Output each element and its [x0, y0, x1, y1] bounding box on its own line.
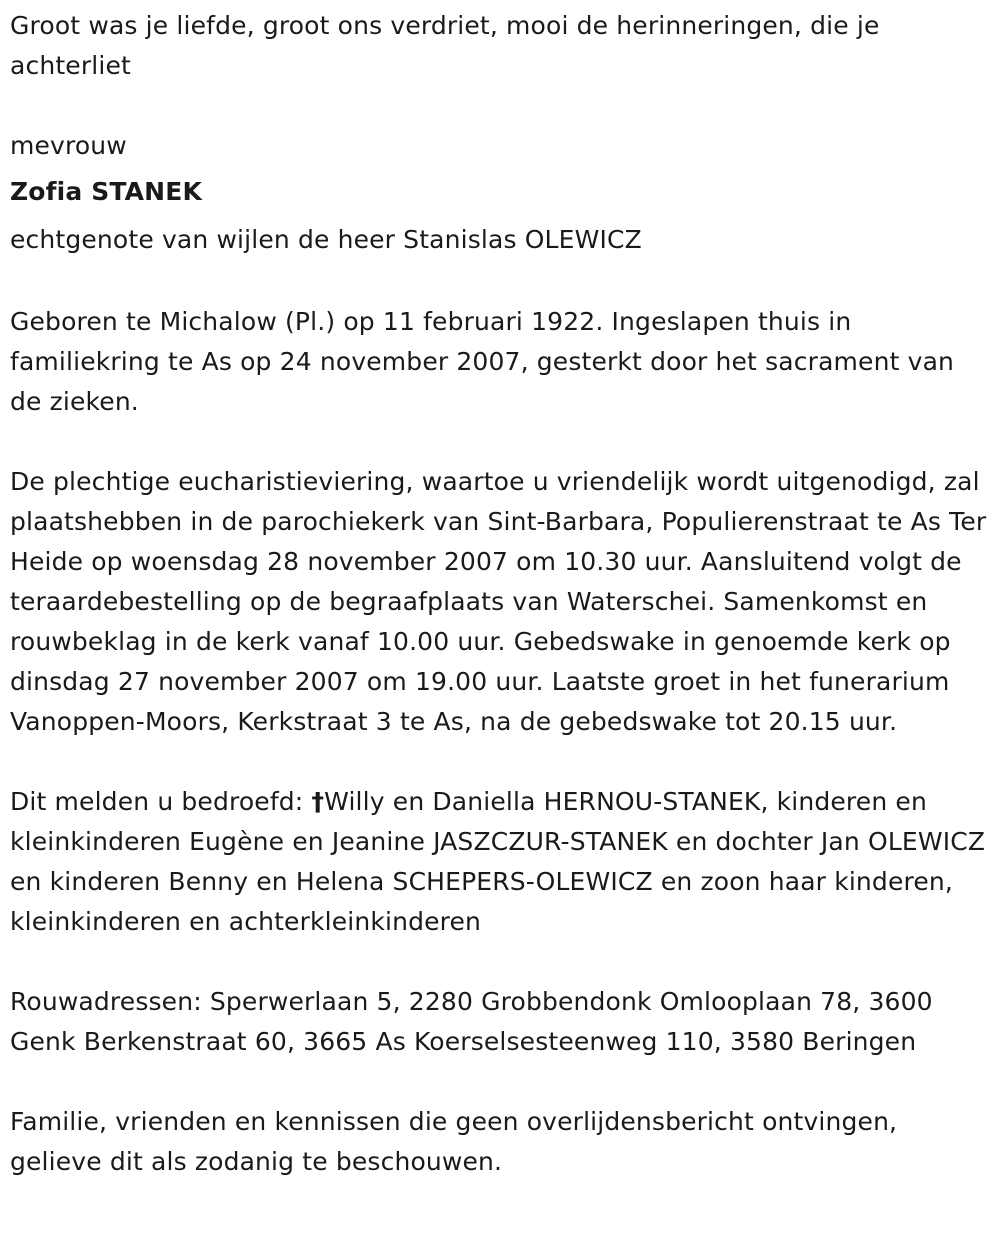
opening-quote: Groot was je liefde, groot ons verdriet, mooi de herinneringen, die je achterliet [10, 11, 880, 80]
addresses-paragraph: Rouwadressen: Sperwerlaan 5, 2280 Grobbendonk Omlooplaan 78, 3600 Genk Berkenstraat 60, 3665 As Koerselsesteenweg 110, 3580 Beringen [10, 987, 933, 1056]
spacer [10, 86, 990, 126]
salutation: mevrouw [10, 131, 127, 160]
spacer [10, 942, 990, 982]
spacer [10, 422, 990, 462]
ceremony-paragraph: De plechtige eucharistieviering, waartoe u vriendelijk wordt uitgenodigd, zal plaatshebben in de parochiekerk van Sint-Barbara, Populierenstraat te As Ter Heide op woensdag 28 november 2007 om 10.30 uur. Aansluitend volgt de teraardebestelling op de begraafplaats van Waterschei. Samenkomst en rouwbeklag in de kerk vanaf 10.00 uur. Gebedswake in genoemde kerk op dinsdag 27 november 2007 om 19.00 uur. Laatste groet in het funerarium Vanoppen-Moors, Kerkstraat 3 te As, na de gebedswake tot 20.15 uur. [10, 467, 987, 736]
mourners-paragraph [10, 782, 990, 942]
spacer [10, 1062, 990, 1102]
closing-paragraph: Familie, vrienden en kennissen die geen overlijdensbericht ontvingen, gelieve dit als zodanig te beschouwen. [10, 1107, 898, 1176]
spacer [10, 742, 990, 782]
spacer [10, 262, 990, 302]
mourners-text: Willy en Daniella HERNOU-STANEK, kinderen en kleinkinderen Eugène en Jeanine JASZCZUR-STANEK en dochter Jan OLEWICZ en kinderen Benny en Helena SCHEPERS-OLEWICZ en zoon haar kinderen, kleinkinderen en achterkleinkinderen [10, 787, 986, 936]
cross-icon: † [311, 787, 325, 816]
mourners-intro: Dit melden u bedroefd: [10, 787, 312, 816]
deceased-name: Zofia STANEK [10, 177, 202, 206]
birth-death-paragraph: Geboren te Michalow (Pl.) op 11 februari 1922. Ingeslapen thuis in familiekring te As op 24 november 2007, gesterkt door het sacrament van de zieken. [10, 307, 955, 416]
spouse-line: echtgenote van wijlen de heer Stanislas OLEWICZ [10, 225, 642, 254]
